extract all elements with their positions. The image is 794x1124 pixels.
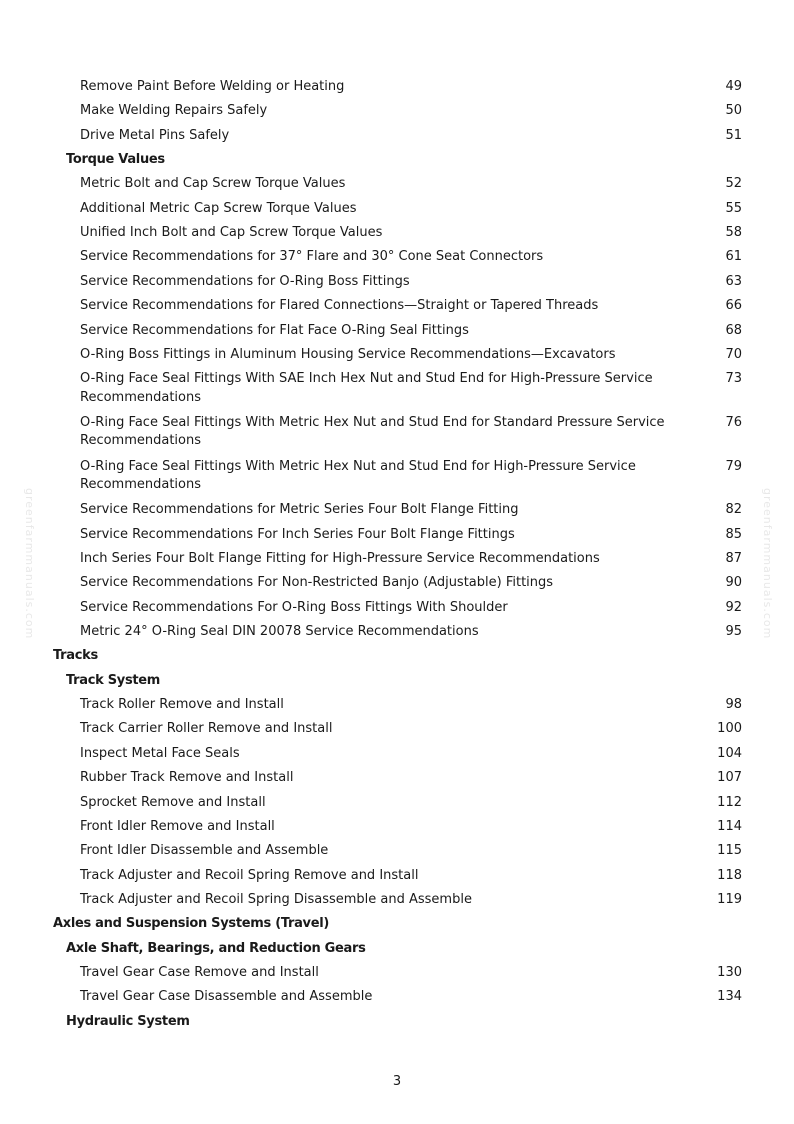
toc-entry-title: Inspect Metal Face Seals	[80, 745, 240, 761]
toc-entry-title: Track Carrier Roller Remove and Install	[80, 721, 333, 737]
toc-entry-title: Torque Values	[66, 152, 165, 168]
toc-entry-title: Service Recommendations for 37° Flare and 30° Cone Seat Connectors	[80, 249, 544, 265]
toc-entry-title: Drive Metal Pins Safely	[80, 127, 230, 143]
toc-entry-page-number: 63	[725, 273, 742, 289]
toc-entry-page-number: 70	[725, 346, 742, 362]
toc-entry-title: Make Welding Repairs Safely	[80, 103, 268, 119]
toc-entry-title: Travel Gear Case Disassemble and Assemble	[80, 989, 373, 1005]
toc-entry-title: Metric Bolt and Cap Screw Torque Values	[80, 176, 346, 192]
toc-entry-page-number: 112	[717, 794, 742, 810]
toc-entry-title: Service Recommendations For Non-Restricted Banjo (Adjustable) Fittings	[80, 575, 554, 591]
toc-entry-title: Track System	[66, 672, 161, 688]
toc-entry-page-number: 95	[725, 624, 742, 640]
toc-entry-title: Service Recommendations for Flared Connections—Straight or Tapered Threads	[80, 298, 599, 314]
toc-entry-title: Metric 24° O-Ring Seal DIN 20078 Service Recommendations	[80, 624, 479, 640]
toc-entry-page-number: 52	[725, 176, 742, 192]
toc-entry-page-number: 79	[725, 458, 742, 474]
toc-entry-title: O-Ring Face Seal Fittings With SAE Inch Hex Nut and Stud End for High-Pressure Service Recommendations	[80, 371, 653, 405]
toc-entry-title: Service Recommendations For O-Ring Boss Fittings With Shoulder	[80, 599, 508, 615]
toc-entry-title: Rubber Track Remove and Install	[80, 770, 294, 786]
toc-entry-title: Hydraulic System	[66, 1013, 190, 1029]
toc-entry-page-number: 87	[725, 551, 742, 566]
toc-entry-title: Front Idler Disassemble and Assemble	[80, 843, 329, 859]
toc-entry-page-number: 68	[725, 322, 742, 338]
toc-entry-page-number: 118	[717, 867, 742, 883]
toc-entry-page-number: 92	[725, 599, 742, 615]
toc-entry-title: Track Roller Remove and Install	[80, 697, 284, 713]
toc-entry-page-number: 85	[725, 526, 742, 542]
toc-entry-title: O-Ring Boss Fittings in Aluminum Housing Service Recommendations—Excavators	[80, 346, 616, 362]
watermark-right: greenfarmmanuals.com	[761, 488, 774, 640]
toc-entry-title: Axles and Suspension Systems (Travel)	[53, 916, 330, 932]
page-number: 3	[392, 1074, 402, 1089]
toc-entry-page-number: 76	[725, 414, 742, 430]
toc-entry-page-number: 115	[717, 843, 742, 859]
toc-entry-title: O-Ring Face Seal Fittings With Metric Hex Nut and Stud End for Standard Pressure Service Recommendations	[80, 414, 665, 449]
toc-entry-title: Inch Series Four Bolt Flange Fitting for High-Pressure Service Recommendations	[80, 551, 600, 566]
toc-entry-title: O-Ring Face Seal Fittings With Metric Hex Nut and Stud End for High-Pressure Service Recommendations	[80, 458, 636, 493]
toc-entry-page-number: 130	[717, 964, 742, 980]
toc-entry-page-number: 66	[725, 298, 742, 314]
toc-entry-page-number: 100	[717, 721, 742, 737]
toc-entry-page-number: 82	[725, 502, 742, 518]
toc-entry-title: Service Recommendations for O-Ring Boss Fittings	[80, 273, 410, 289]
toc-entry-page-number: 104	[717, 745, 742, 761]
toc-entry-title: Service Recommendations for Flat Face O-Ring Seal Fittings	[80, 322, 469, 338]
toc-entry-title: Unified Inch Bolt and Cap Screw Torque Values	[80, 225, 383, 241]
toc-entry-page-number: 98	[725, 697, 742, 713]
toc-entry-title: Track Adjuster and Recoil Spring Disassemble and Assemble	[80, 891, 472, 907]
toc-entry-page-number: 114	[717, 818, 742, 834]
toc-entry-title: Service Recommendations For Inch Series Four Bolt Flange Fittings	[80, 526, 515, 542]
toc-entry-title: Track Adjuster and Recoil Spring Remove and Install	[80, 867, 419, 883]
toc-entry-title: Travel Gear Case Remove and Install	[80, 964, 319, 980]
toc-entry-page-number: 55	[725, 200, 742, 216]
toc-entry-title: Axle Shaft, Bearings, and Reduction Gears	[66, 940, 366, 956]
toc-entry-page-number: 61	[725, 249, 742, 265]
toc-entry-page-number: 51	[725, 127, 742, 143]
toc-entry-title: Additional Metric Cap Screw Torque Values	[80, 200, 357, 216]
toc-entry-page-number: 90	[725, 575, 742, 591]
toc-entry-title: Front Idler Remove and Install	[80, 818, 275, 834]
toc-entry-page-number: 50	[725, 103, 742, 119]
toc-entry-title: Tracks	[53, 648, 98, 664]
toc-entry-page-number: 73	[725, 371, 742, 387]
toc-entry-title: Service Recommendations for Metric Series Four Bolt Flange Fitting	[80, 502, 519, 518]
toc-entry-page-number: 107	[717, 770, 742, 786]
watermark-left: greenfarmmanuals.com	[23, 488, 36, 640]
toc-entry-page-number: 49	[725, 79, 742, 94]
toc-entry-page-number: 134	[717, 989, 742, 1005]
toc-entry-page-number: 119	[717, 891, 742, 907]
toc-entry-page-number: 58	[725, 225, 742, 241]
toc-entry-title: Sprocket Remove and Install	[80, 794, 266, 810]
toc-entry-title: Remove Paint Before Welding or Heating	[80, 79, 345, 94]
